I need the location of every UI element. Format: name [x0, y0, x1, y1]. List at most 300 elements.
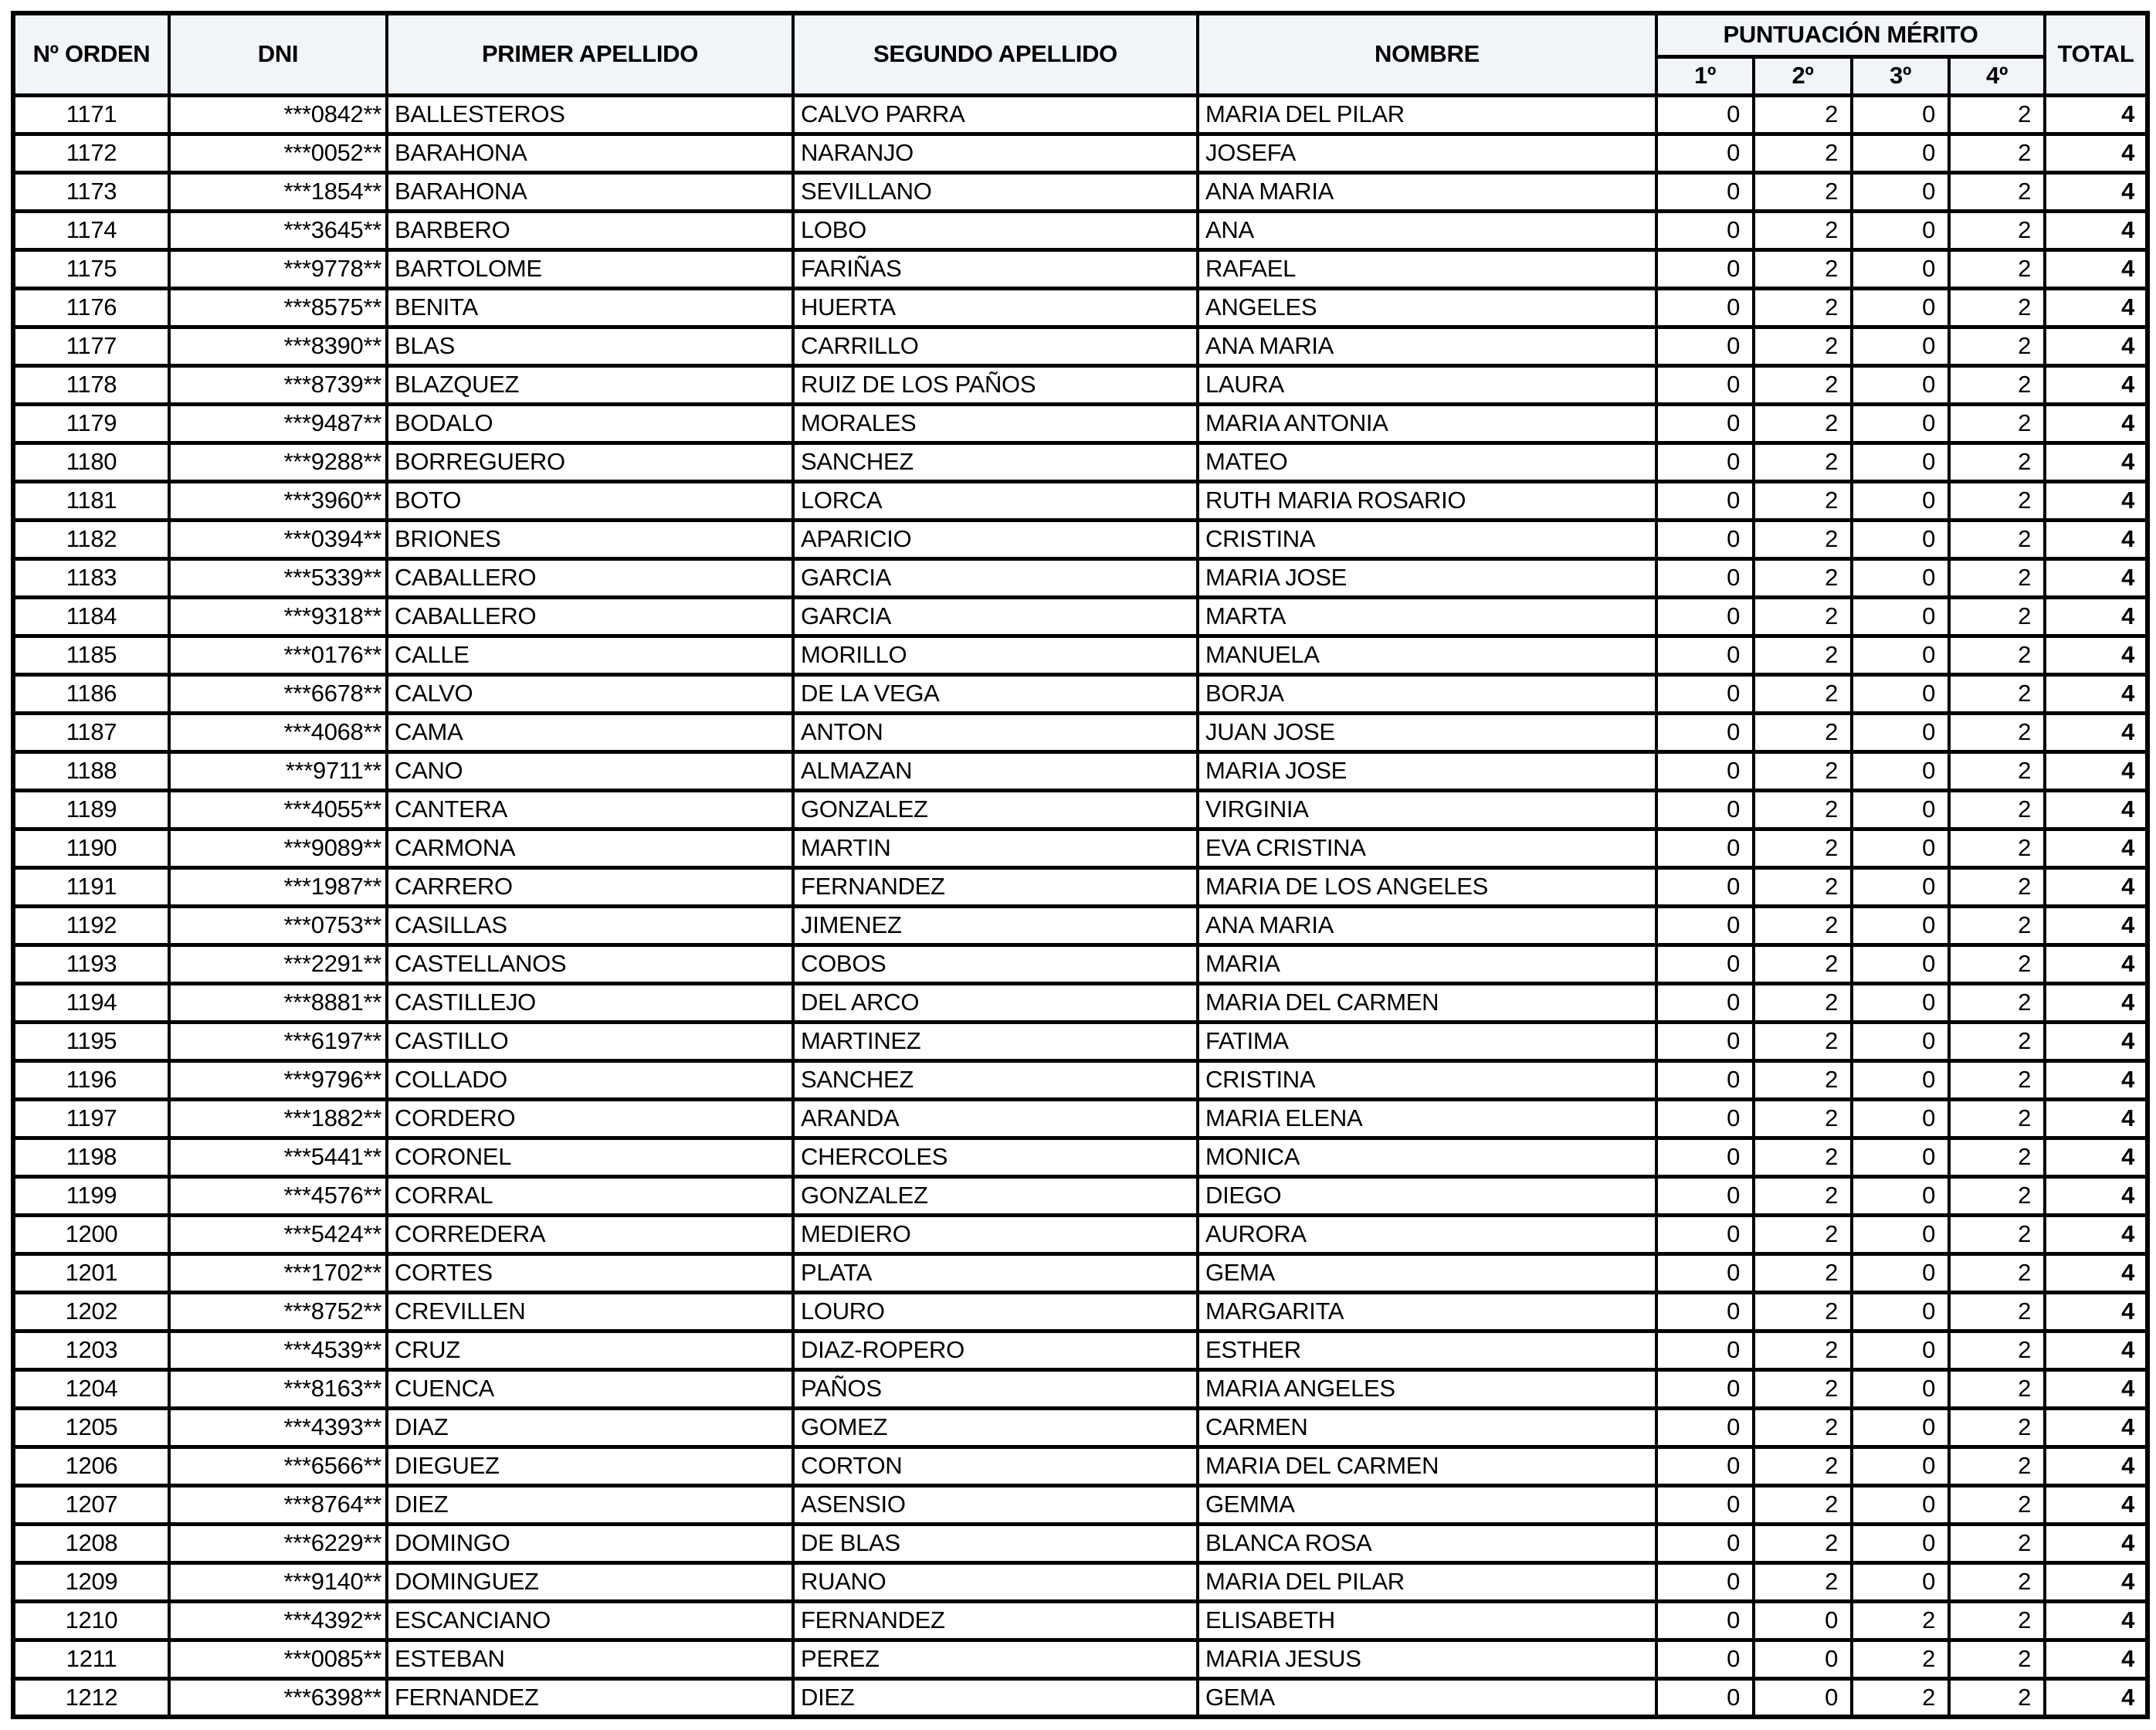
first-surname-cell: CORREDERA	[387, 1215, 793, 1253]
order-cell: 1201	[13, 1253, 169, 1292]
merit-1-cell: 0	[1656, 1099, 1754, 1138]
merit-3-cell: 0	[1852, 1099, 1949, 1138]
total-cell: 4	[2045, 134, 2148, 172]
merit-2-cell: 2	[1754, 1099, 1852, 1138]
table-row	[13, 674, 2148, 713]
dni-cell: ***8739**	[169, 365, 387, 404]
merit-1-cell: 0	[1656, 520, 1754, 558]
merit-3-cell: 0	[1852, 790, 1949, 829]
merit-4-cell: 2	[1949, 1176, 2045, 1215]
total-cell: 4	[2045, 1331, 2148, 1369]
merit-3-cell: 0	[1852, 1331, 1949, 1369]
first-surname-cell: CALLE	[387, 636, 793, 674]
merit-3-cell: 0	[1852, 713, 1949, 751]
table-row	[13, 751, 2148, 790]
merit-1-cell: 0	[1656, 1601, 1754, 1640]
table-row	[13, 1369, 2148, 1408]
merit-4-cell: 2	[1949, 597, 2045, 636]
merit-3-cell: 0	[1852, 288, 1949, 327]
merit-4-cell: 2	[1949, 829, 2045, 867]
total-cell: 4	[2045, 1485, 2148, 1524]
table-row	[13, 365, 2148, 404]
merit-3-cell: 0	[1852, 443, 1949, 481]
table-row	[13, 1640, 2148, 1678]
header-order: Nº ORDEN	[13, 13, 169, 95]
merit-3-cell: 0	[1852, 945, 1949, 983]
first-surname-cell: CANTERA	[387, 790, 793, 829]
second-surname-cell: COBOS	[793, 945, 1198, 983]
merit-1-cell: 0	[1656, 1485, 1754, 1524]
merit-4-cell: 2	[1949, 1601, 2045, 1640]
merit-2-cell: 2	[1754, 558, 1852, 597]
first-surname-cell: CANO	[387, 751, 793, 790]
name-cell: ANGELES	[1198, 288, 1656, 327]
total-cell: 4	[2045, 558, 2148, 597]
merit-3-cell: 0	[1852, 249, 1949, 288]
merit-3-cell: 0	[1852, 636, 1949, 674]
table-row	[13, 1331, 2148, 1369]
total-cell: 4	[2045, 674, 2148, 713]
order-cell: 1208	[13, 1524, 169, 1562]
dni-cell: ***9318**	[169, 597, 387, 636]
merit-3-cell: 0	[1852, 674, 1949, 713]
merit-4-cell: 2	[1949, 1060, 2045, 1099]
merit-3-cell: 0	[1852, 404, 1949, 443]
merit-2-cell: 2	[1754, 1022, 1852, 1060]
dni-cell: ***4576**	[169, 1176, 387, 1215]
dni-cell: ***0842**	[169, 95, 387, 134]
merit-4-cell: 2	[1949, 134, 2045, 172]
order-cell: 1212	[13, 1678, 169, 1717]
merit-1-cell: 0	[1656, 172, 1754, 211]
merit-2-cell: 0	[1754, 1601, 1852, 1640]
dni-cell: ***1854**	[169, 172, 387, 211]
merit-1-cell: 0	[1656, 288, 1754, 327]
second-surname-cell: PEREZ	[793, 1640, 1198, 1678]
merit-2-cell: 2	[1754, 945, 1852, 983]
merit-4-cell: 2	[1949, 443, 2045, 481]
merit-1-cell: 0	[1656, 945, 1754, 983]
merit-2-cell: 2	[1754, 520, 1852, 558]
merit-3-cell: 0	[1852, 327, 1949, 365]
total-cell: 4	[2045, 443, 2148, 481]
merit-1-cell: 0	[1656, 1138, 1754, 1176]
first-surname-cell: ESTEBAN	[387, 1640, 793, 1678]
merit-1-cell: 0	[1656, 1176, 1754, 1215]
header-first-surname: PRIMER APELLIDO	[387, 13, 793, 95]
order-cell: 1202	[13, 1292, 169, 1331]
second-surname-cell: CORTON	[793, 1447, 1198, 1485]
total-cell: 4	[2045, 1447, 2148, 1485]
second-surname-cell: MEDIERO	[793, 1215, 1198, 1253]
merit-4-cell: 2	[1949, 95, 2045, 134]
table-row	[13, 1562, 2148, 1601]
name-cell: MARIA DEL CARMEN	[1198, 983, 1656, 1022]
second-surname-cell: SANCHEZ	[793, 443, 1198, 481]
merit-2-cell: 2	[1754, 829, 1852, 867]
table-row	[13, 288, 2148, 327]
dni-cell: ***5339**	[169, 558, 387, 597]
total-cell: 4	[2045, 1408, 2148, 1447]
table-row	[13, 1176, 2148, 1215]
second-surname-cell: RUANO	[793, 1562, 1198, 1601]
merit-3-cell: 0	[1852, 365, 1949, 404]
dni-cell: ***5424**	[169, 1215, 387, 1253]
table-row	[13, 1060, 2148, 1099]
merit-1-cell: 0	[1656, 1369, 1754, 1408]
first-surname-cell: CASTILLO	[387, 1022, 793, 1060]
dni-cell: ***0052**	[169, 134, 387, 172]
merit-1-cell: 0	[1656, 1253, 1754, 1292]
total-cell: 4	[2045, 365, 2148, 404]
second-surname-cell: MARTIN	[793, 829, 1198, 867]
total-cell: 4	[2045, 520, 2148, 558]
merit-2-cell: 2	[1754, 674, 1852, 713]
first-surname-cell: BALLESTEROS	[387, 95, 793, 134]
merit-4-cell: 2	[1949, 288, 2045, 327]
total-cell: 4	[2045, 1562, 2148, 1601]
table-row	[13, 1408, 2148, 1447]
merit-2-cell: 2	[1754, 1253, 1852, 1292]
table-row	[13, 1678, 2148, 1717]
name-cell: ANA MARIA	[1198, 327, 1656, 365]
order-cell: 1176	[13, 288, 169, 327]
merit-3-cell: 2	[1852, 1601, 1949, 1640]
total-cell: 4	[2045, 867, 2148, 906]
order-cell: 1181	[13, 481, 169, 520]
name-cell: MARIA DE LOS ANGELES	[1198, 867, 1656, 906]
table-row	[13, 1253, 2148, 1292]
merit-3-cell: 0	[1852, 1138, 1949, 1176]
table-row	[13, 1138, 2148, 1176]
merit-3-cell: 0	[1852, 172, 1949, 211]
name-cell: CARMEN	[1198, 1408, 1656, 1447]
merit-1-cell: 0	[1656, 829, 1754, 867]
second-surname-cell: GARCIA	[793, 597, 1198, 636]
dni-cell: ***8881**	[169, 983, 387, 1022]
table-row	[13, 1022, 2148, 1060]
name-cell: ANA	[1198, 211, 1656, 249]
first-surname-cell: DIAZ	[387, 1408, 793, 1447]
second-surname-cell: NARANJO	[793, 134, 1198, 172]
merit-1-cell: 0	[1656, 674, 1754, 713]
second-surname-cell: ANTON	[793, 713, 1198, 751]
first-surname-cell: CASILLAS	[387, 906, 793, 945]
merit-2-cell: 2	[1754, 1485, 1852, 1524]
merit-3-cell: 0	[1852, 95, 1949, 134]
header-name: NOMBRE	[1198, 13, 1656, 95]
merit-2-cell: 2	[1754, 404, 1852, 443]
table-row	[13, 249, 2148, 288]
order-cell: 1191	[13, 867, 169, 906]
total-cell: 4	[2045, 1099, 2148, 1138]
dni-cell: ***9288**	[169, 443, 387, 481]
dni-cell: ***2291**	[169, 945, 387, 983]
order-cell: 1198	[13, 1138, 169, 1176]
total-cell: 4	[2045, 1640, 2148, 1678]
total-cell: 4	[2045, 1022, 2148, 1060]
total-cell: 4	[2045, 172, 2148, 211]
merit-2-cell: 2	[1754, 867, 1852, 906]
dni-cell: ***4393**	[169, 1408, 387, 1447]
merit-3-cell: 0	[1852, 597, 1949, 636]
order-cell: 1203	[13, 1331, 169, 1369]
merit-4-cell: 2	[1949, 1369, 2045, 1408]
name-cell: GEMMA	[1198, 1485, 1656, 1524]
total-cell: 4	[2045, 945, 2148, 983]
first-surname-cell: CABALLERO	[387, 558, 793, 597]
name-cell: MATEO	[1198, 443, 1656, 481]
merit-4-cell: 2	[1949, 983, 2045, 1022]
dni-cell: ***8764**	[169, 1485, 387, 1524]
header-merit-1: 1º	[1656, 56, 1754, 95]
first-surname-cell: CORTES	[387, 1253, 793, 1292]
name-cell: ANA MARIA	[1198, 172, 1656, 211]
first-surname-cell: CABALLERO	[387, 597, 793, 636]
name-cell: MARIA ANGELES	[1198, 1369, 1656, 1408]
first-surname-cell: DIEZ	[387, 1485, 793, 1524]
merit-2-cell: 2	[1754, 443, 1852, 481]
merit-2-cell: 2	[1754, 249, 1852, 288]
first-surname-cell: BARAHONA	[387, 134, 793, 172]
second-surname-cell: LOURO	[793, 1292, 1198, 1331]
total-cell: 4	[2045, 1369, 2148, 1408]
order-cell: 1193	[13, 945, 169, 983]
order-cell: 1177	[13, 327, 169, 365]
merit-2-cell: 2	[1754, 1215, 1852, 1253]
dni-cell: ***8752**	[169, 1292, 387, 1331]
merit-table	[11, 11, 2150, 1719]
merit-1-cell: 0	[1656, 327, 1754, 365]
order-cell: 1205	[13, 1408, 169, 1447]
merit-2-cell: 0	[1754, 1640, 1852, 1678]
merit-4-cell: 2	[1949, 1562, 2045, 1601]
merit-1-cell: 0	[1656, 1060, 1754, 1099]
merit-3-cell: 0	[1852, 1022, 1949, 1060]
second-surname-cell: ALMAZAN	[793, 751, 1198, 790]
name-cell: JUAN JOSE	[1198, 713, 1656, 751]
first-surname-cell: CORONEL	[387, 1138, 793, 1176]
dni-cell: ***0085**	[169, 1640, 387, 1678]
first-surname-cell: BLAS	[387, 327, 793, 365]
header-merit-2: 2º	[1754, 56, 1852, 95]
merit-4-cell: 2	[1949, 1331, 2045, 1369]
order-cell: 1199	[13, 1176, 169, 1215]
first-surname-cell: BARAHONA	[387, 172, 793, 211]
merit-3-cell: 0	[1852, 1562, 1949, 1601]
order-cell: 1183	[13, 558, 169, 597]
dni-cell: ***1882**	[169, 1099, 387, 1138]
dni-cell: ***0394**	[169, 520, 387, 558]
merit-1-cell: 0	[1656, 636, 1754, 674]
merit-1-cell: 0	[1656, 597, 1754, 636]
merit-1-cell: 0	[1656, 906, 1754, 945]
merit-4-cell: 2	[1949, 558, 2045, 597]
order-cell: 1196	[13, 1060, 169, 1099]
merit-1-cell: 0	[1656, 481, 1754, 520]
table-row	[13, 1447, 2148, 1485]
total-cell: 4	[2045, 1176, 2148, 1215]
second-surname-cell: CALVO PARRA	[793, 95, 1198, 134]
merit-2-cell: 2	[1754, 1447, 1852, 1485]
name-cell: GEMA	[1198, 1678, 1656, 1717]
total-cell: 4	[2045, 1292, 2148, 1331]
name-cell: FATIMA	[1198, 1022, 1656, 1060]
merit-2-cell: 2	[1754, 1369, 1852, 1408]
header-dni: DNI	[169, 13, 387, 95]
merit-3-cell: 2	[1852, 1678, 1949, 1717]
dni-cell: ***6678**	[169, 674, 387, 713]
total-cell: 4	[2045, 1678, 2148, 1717]
second-surname-cell: DIEZ	[793, 1678, 1198, 1717]
name-cell: AURORA	[1198, 1215, 1656, 1253]
order-cell: 1186	[13, 674, 169, 713]
name-cell: MARIA DEL CARMEN	[1198, 1447, 1656, 1485]
table-row	[13, 713, 2148, 751]
merit-1-cell: 0	[1656, 249, 1754, 288]
merit-4-cell: 2	[1949, 404, 2045, 443]
merit-2-cell: 2	[1754, 481, 1852, 520]
first-surname-cell: CRUZ	[387, 1331, 793, 1369]
first-surname-cell: CARMONA	[387, 829, 793, 867]
merit-4-cell: 2	[1949, 1678, 2045, 1717]
order-cell: 1190	[13, 829, 169, 867]
table-row	[13, 404, 2148, 443]
merit-2-cell: 2	[1754, 365, 1852, 404]
merit-4-cell: 2	[1949, 1099, 2045, 1138]
first-surname-cell: BENITA	[387, 288, 793, 327]
merit-1-cell: 0	[1656, 1022, 1754, 1060]
total-cell: 4	[2045, 1601, 2148, 1640]
table-row	[13, 481, 2148, 520]
merit-2-cell: 0	[1754, 1678, 1852, 1717]
table-row	[13, 906, 2148, 945]
merit-2-cell: 2	[1754, 1292, 1852, 1331]
table-row	[13, 95, 2148, 134]
name-cell: BLANCA ROSA	[1198, 1524, 1656, 1562]
dni-cell: ***4392**	[169, 1601, 387, 1640]
order-cell: 1182	[13, 520, 169, 558]
table-row	[13, 134, 2148, 172]
merit-4-cell: 2	[1949, 481, 2045, 520]
total-cell: 4	[2045, 751, 2148, 790]
second-surname-cell: CARRILLO	[793, 327, 1198, 365]
first-surname-cell: DOMINGUEZ	[387, 1562, 793, 1601]
first-surname-cell: BORREGUERO	[387, 443, 793, 481]
second-surname-cell: GONZALEZ	[793, 1176, 1198, 1215]
merit-4-cell: 2	[1949, 906, 2045, 945]
total-cell: 4	[2045, 983, 2148, 1022]
merit-2-cell: 2	[1754, 790, 1852, 829]
name-cell: LAURA	[1198, 365, 1656, 404]
dni-cell: ***1987**	[169, 867, 387, 906]
name-cell: JOSEFA	[1198, 134, 1656, 172]
merit-1-cell: 0	[1656, 1331, 1754, 1369]
first-surname-cell: DOMINGO	[387, 1524, 793, 1562]
merit-list-sheet	[11, 11, 2145, 1719]
total-cell: 4	[2045, 1253, 2148, 1292]
dni-cell: ***9487**	[169, 404, 387, 443]
merit-3-cell: 0	[1852, 134, 1949, 172]
first-surname-cell: CUENCA	[387, 1369, 793, 1408]
header-total: TOTAL	[2045, 13, 2148, 95]
table-row	[13, 211, 2148, 249]
name-cell: RUTH MARIA ROSARIO	[1198, 481, 1656, 520]
merit-1-cell: 0	[1656, 1640, 1754, 1678]
table-row	[13, 867, 2148, 906]
table-row	[13, 1099, 2148, 1138]
table-row	[13, 1601, 2148, 1640]
name-cell: EVA CRISTINA	[1198, 829, 1656, 867]
second-surname-cell: JIMENEZ	[793, 906, 1198, 945]
first-surname-cell: ESCANCIANO	[387, 1601, 793, 1640]
table-body	[13, 95, 2148, 1717]
merit-3-cell: 0	[1852, 906, 1949, 945]
total-cell: 4	[2045, 790, 2148, 829]
dni-cell: ***6398**	[169, 1678, 387, 1717]
merit-3-cell: 0	[1852, 1292, 1949, 1331]
merit-2-cell: 2	[1754, 1060, 1852, 1099]
order-cell: 1175	[13, 249, 169, 288]
first-surname-cell: COLLADO	[387, 1060, 793, 1099]
merit-2-cell: 2	[1754, 134, 1852, 172]
dni-cell: ***8575**	[169, 288, 387, 327]
order-cell: 1210	[13, 1601, 169, 1640]
first-surname-cell: CASTILLEJO	[387, 983, 793, 1022]
header-merit-3: 3º	[1852, 56, 1949, 95]
second-surname-cell: DE LA VEGA	[793, 674, 1198, 713]
merit-1-cell: 0	[1656, 443, 1754, 481]
first-surname-cell: BOTO	[387, 481, 793, 520]
merit-3-cell: 0	[1852, 1524, 1949, 1562]
second-surname-cell: PLATA	[793, 1253, 1198, 1292]
merit-3-cell: 0	[1852, 481, 1949, 520]
total-cell: 4	[2045, 404, 2148, 443]
merit-2-cell: 2	[1754, 597, 1852, 636]
table-row	[13, 597, 2148, 636]
merit-2-cell: 2	[1754, 1138, 1852, 1176]
order-cell: 1204	[13, 1369, 169, 1408]
merit-4-cell: 2	[1949, 1215, 2045, 1253]
merit-2-cell: 2	[1754, 1176, 1852, 1215]
total-cell: 4	[2045, 906, 2148, 945]
total-cell: 4	[2045, 829, 2148, 867]
dni-cell: ***8163**	[169, 1369, 387, 1408]
table-row	[13, 520, 2148, 558]
merit-4-cell: 2	[1949, 249, 2045, 288]
merit-1-cell: 0	[1656, 867, 1754, 906]
table-row	[13, 1292, 2148, 1331]
table-row	[13, 327, 2148, 365]
merit-1-cell: 0	[1656, 95, 1754, 134]
order-cell: 1187	[13, 713, 169, 751]
order-cell: 1185	[13, 636, 169, 674]
first-surname-cell: CAMA	[387, 713, 793, 751]
dni-cell: ***4068**	[169, 713, 387, 751]
merit-4-cell: 2	[1949, 945, 2045, 983]
merit-3-cell: 0	[1852, 1176, 1949, 1215]
merit-4-cell: 2	[1949, 520, 2045, 558]
name-cell: ESTHER	[1198, 1331, 1656, 1369]
order-cell: 1180	[13, 443, 169, 481]
merit-2-cell: 2	[1754, 713, 1852, 751]
dni-cell: ***6566**	[169, 1447, 387, 1485]
merit-4-cell: 2	[1949, 1253, 2045, 1292]
dni-cell: ***3645**	[169, 211, 387, 249]
merit-1-cell: 0	[1656, 713, 1754, 751]
order-cell: 1206	[13, 1447, 169, 1485]
dni-cell: ***9711**	[169, 751, 387, 790]
